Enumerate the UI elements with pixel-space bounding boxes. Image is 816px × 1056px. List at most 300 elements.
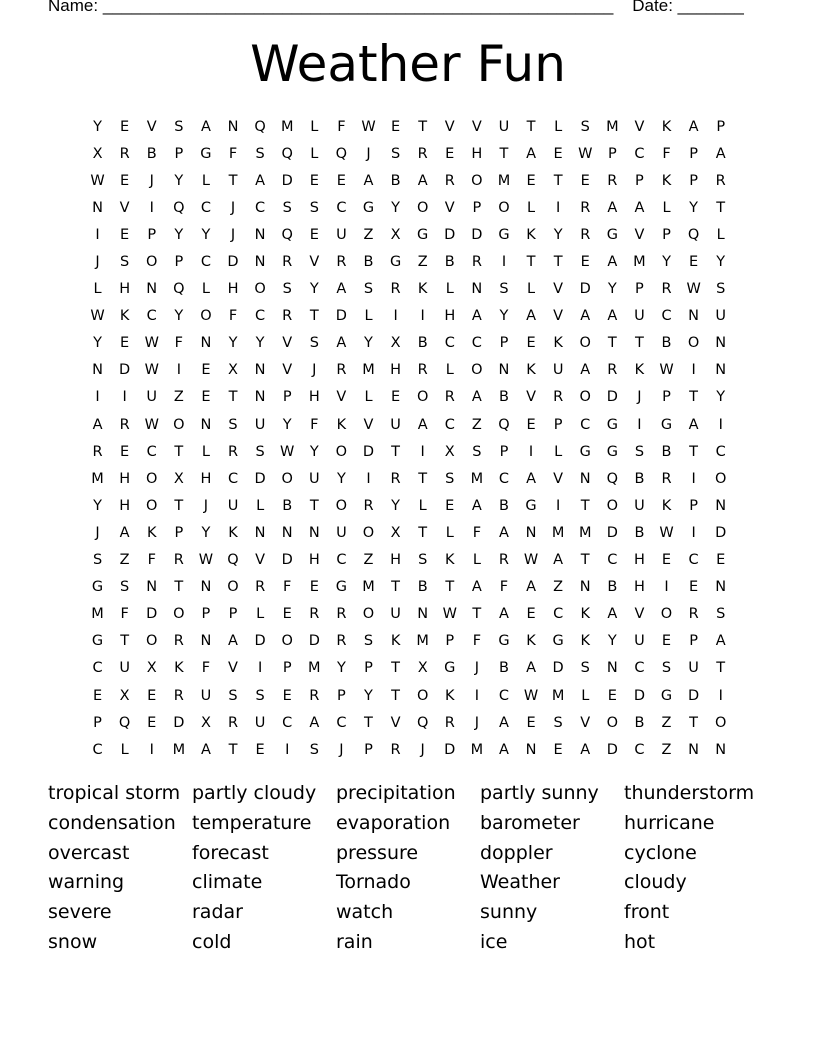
grid-letter: W (578, 145, 593, 162)
grid-letter: Y (309, 443, 319, 460)
grid-letter: T (607, 335, 617, 352)
grid-letter: P (174, 524, 184, 541)
grid-letter: Y (391, 497, 400, 514)
page-title: Weather Fun (250, 35, 566, 93)
grid-letter: O (660, 606, 673, 623)
grid-letter: T (309, 308, 319, 325)
word-bank-item: temperature (192, 811, 312, 834)
grid-letter: P (635, 172, 644, 189)
grid-letter: C (444, 335, 455, 352)
grid-letter: D (146, 606, 158, 623)
grid-letter: B (390, 172, 401, 189)
grid-letter: O (173, 606, 185, 623)
grid-letter: I (474, 687, 479, 704)
grid-letter: W (686, 281, 701, 298)
grid-letter: T (174, 443, 184, 460)
word-bank-item: watch (336, 901, 394, 924)
word-bank-item: hurricane (624, 811, 715, 834)
grid-letter: E (147, 714, 157, 731)
grid-letter: R (227, 714, 239, 731)
grid-letter: M (470, 470, 484, 487)
grid-letter: B (498, 497, 509, 514)
grid-letter: N (715, 741, 727, 758)
word-bank-item: Weather (480, 871, 560, 894)
grid-letter: V (309, 254, 320, 271)
grid-letter: G (552, 633, 564, 650)
grid-letter: P (93, 714, 102, 731)
grid-letter: S (580, 118, 590, 135)
grid-letter: Z (119, 552, 130, 569)
grid-letter: D (362, 443, 375, 460)
grid-letter: Q (687, 226, 700, 243)
grid-letter: S (174, 118, 184, 135)
grid-letter: K (445, 552, 455, 569)
grid-letter: E (255, 741, 265, 758)
grid-letter: T (418, 470, 428, 487)
word-bank (48, 779, 768, 958)
grid-letter: X (390, 226, 401, 243)
grid-letter: H (200, 470, 212, 487)
grid-letter: V (336, 389, 347, 406)
grid-letter: P (174, 145, 184, 162)
grid-letter: G (606, 226, 618, 243)
grid-letter: T (716, 199, 726, 216)
word-bank-item: rain (336, 930, 373, 953)
grid-letter: U (715, 308, 727, 325)
grid-letter: I (95, 389, 100, 406)
grid-letter: W (523, 687, 539, 704)
grid-letter: S (716, 606, 726, 623)
grid-letter: U (308, 470, 320, 487)
grid-letter: A (526, 145, 536, 162)
grid-letter: C (146, 308, 157, 325)
grid-letter: M (362, 362, 375, 379)
grid-letter: S (716, 281, 726, 298)
grid-letter: O (579, 335, 591, 352)
grid-letter: T (391, 687, 400, 704)
grid-letter: E (282, 606, 292, 623)
grid-letter: E (120, 226, 130, 243)
grid-letter: K (417, 281, 428, 298)
grid-letter: Y (255, 335, 265, 352)
grid-letter: E (201, 362, 211, 379)
word-bank-item: warning (48, 871, 125, 894)
grid-letter: R (92, 443, 103, 460)
grid-letter: F (283, 579, 292, 596)
grid-letter: W (523, 552, 539, 569)
grid-letter: G (498, 226, 510, 243)
grid-letter: D (606, 741, 618, 758)
grid-letter: I (556, 199, 561, 216)
grid-letter: O (281, 633, 293, 650)
grid-letter: E (309, 579, 319, 596)
grid-letter: H (227, 281, 239, 298)
word-bank-item: snow (48, 930, 98, 953)
grid-letter: G (335, 579, 348, 596)
grid-letter: T (580, 497, 590, 514)
grid-letter: P (499, 335, 509, 352)
grid-letter: L (527, 199, 536, 216)
grid-letter: G (525, 497, 537, 514)
grid-letter: N (92, 362, 103, 379)
grid-letter: S (363, 281, 374, 298)
grid-letter: L (201, 281, 210, 298)
grid-letter: D (633, 687, 645, 704)
grid-letter: P (662, 226, 671, 243)
grid-letter: K (661, 497, 672, 514)
grid-letter: L (716, 226, 725, 243)
grid-letter: A (526, 660, 536, 677)
grid-letter: K (390, 633, 401, 650)
grid-letter: L (418, 497, 427, 514)
grid-letter: O (471, 362, 483, 379)
word-bank-item: climate (192, 871, 263, 894)
grid-letter: A (471, 389, 482, 406)
grid-letter: P (147, 226, 157, 243)
grid-letter: J (366, 145, 371, 162)
grid-letter: J (474, 660, 479, 677)
grid-letter: S (120, 254, 130, 271)
grid-letter: J (203, 497, 209, 514)
grid-letter: R (119, 416, 130, 433)
grid-letter: P (689, 633, 698, 650)
grid-letter: U (200, 687, 212, 704)
grid-letter: M (308, 660, 321, 677)
grid-letter: S (445, 470, 455, 487)
grid-letter: I (501, 254, 507, 271)
grid-letter: A (715, 145, 726, 162)
grid-letter: Y (391, 199, 400, 216)
grid-letter: V (634, 226, 645, 243)
grid-letter: C (227, 470, 239, 487)
grid-letter: A (580, 741, 591, 758)
grid-letter: W (144, 362, 159, 379)
grid-letter: I (556, 497, 561, 514)
grid-letter: A (553, 552, 564, 569)
grid-letter: L (554, 443, 563, 460)
grid-letter: R (607, 362, 618, 379)
grid-letter: R (580, 199, 591, 216)
grid-letter: N (254, 226, 266, 243)
grid-letter: T (418, 524, 428, 541)
grid-letter: P (337, 687, 346, 704)
grid-letter: Z (417, 254, 428, 271)
grid-letter: S (661, 660, 672, 677)
grid-letter: L (364, 389, 373, 406)
grid-letter: A (336, 335, 347, 352)
grid-letter: T (689, 714, 699, 731)
grid-letter: O (498, 199, 510, 216)
grid-letter: L (554, 118, 563, 135)
grid-letter: J (230, 226, 236, 243)
grid-letter: P (689, 497, 698, 514)
grid-letter: T (553, 254, 563, 271)
grid-letter: U (336, 226, 347, 243)
grid-letter: I (718, 687, 723, 704)
grid-letter: D (606, 524, 618, 541)
grid-letter: A (526, 470, 536, 487)
grid-letter: N (227, 118, 239, 135)
grid-letter: F (120, 606, 129, 623)
grid-letter: B (146, 145, 157, 162)
word-bank-item: precipitation (336, 782, 456, 804)
word-bank-item: evaporation (336, 811, 451, 834)
grid-letter: S (309, 335, 319, 352)
grid-letter: A (200, 741, 211, 758)
grid-letter: T (526, 254, 536, 271)
grid-letter: A (200, 118, 211, 135)
grid-letter: J (637, 389, 642, 406)
grid-letter: B (634, 524, 645, 541)
grid-letter: R (688, 606, 699, 623)
grid-letter: R (661, 281, 672, 298)
grid-letter: B (498, 389, 509, 406)
grid-letter: V (634, 606, 645, 623)
word-bank-item: sunny (480, 901, 538, 924)
grid-letter: Q (281, 226, 293, 243)
grid-letter: O (471, 172, 483, 189)
letter-grid (84, 113, 734, 763)
grid-letter: B (634, 470, 645, 487)
grid-letter: I (664, 579, 669, 596)
grid-letter: L (256, 606, 265, 623)
grid-letter: D (281, 172, 293, 189)
grid-letter: K (526, 362, 536, 379)
grid-letter: A (119, 524, 130, 541)
grid-letter: C (661, 308, 672, 325)
grid-letter: U (254, 714, 266, 731)
grid-letter: O (714, 470, 727, 487)
grid-letter: Y (201, 524, 211, 541)
grid-letter: W (90, 172, 105, 189)
grid-letter: U (634, 633, 645, 650)
grid-letter: K (526, 633, 536, 650)
grid-letter: I (691, 470, 696, 487)
grid-letter: E (526, 172, 536, 189)
grid-letter: B (363, 254, 374, 271)
grid-letter: D (579, 281, 591, 298)
grid-letter: O (227, 579, 239, 596)
grid-letter: I (257, 660, 263, 677)
grid-letter: K (526, 226, 536, 243)
grid-letter: H (471, 145, 483, 162)
grid-letter: W (442, 606, 457, 623)
grid-letter: R (336, 633, 347, 650)
grid-letter: C (607, 552, 618, 569)
date-label: Date: (632, 0, 673, 15)
word-bank-item: cyclone (624, 841, 697, 864)
word-bank-item: partly cloudy (192, 782, 317, 804)
grid-letter: D (335, 308, 347, 325)
grid-letter: P (499, 443, 509, 460)
grid-letter: G (579, 443, 591, 460)
grid-letter: I (691, 524, 696, 541)
grid-letter: T (716, 660, 726, 677)
grid-letter: S (309, 741, 319, 758)
grid-letter: E (282, 687, 292, 704)
grid-letter: M (497, 172, 511, 189)
grid-letter: E (120, 118, 130, 135)
grid-letter: T (174, 497, 184, 514)
grid-letter: L (256, 497, 265, 514)
grid-letter: S (363, 633, 374, 650)
grid-letter: P (689, 145, 698, 162)
grid-letter: K (119, 308, 130, 325)
grid-letter: K (445, 687, 455, 704)
grid-letter: T (689, 389, 699, 406)
word-bank-item: tropical storm (48, 782, 181, 804)
grid-letter: M (362, 579, 375, 596)
grid-letter: T (174, 579, 184, 596)
grid-letter: M (606, 118, 619, 135)
grid-letter: L (310, 145, 319, 162)
grid-letter: T (228, 389, 238, 406)
grid-letter: P (662, 389, 671, 406)
grid-letter: X (92, 145, 103, 162)
grid-letter: O (714, 714, 727, 731)
grid-letter: V (553, 281, 564, 298)
grid-letter: H (119, 281, 131, 298)
grid-letter: Q (118, 714, 131, 731)
grid-letter: W (361, 118, 376, 135)
grid-letter: E (92, 687, 103, 704)
grid-letter: L (581, 687, 590, 704)
grid-letter: P (174, 254, 184, 271)
grid-letter: C (336, 552, 347, 569)
grid-letter: O (200, 308, 212, 325)
grid-letter: J (149, 172, 154, 189)
grid-letter: X (417, 660, 428, 677)
grid-letter: Y (93, 118, 102, 135)
grid-letter: Y (336, 470, 346, 487)
header-line (48, 0, 744, 16)
grid-letter: F (228, 308, 238, 325)
grid-letter: O (416, 687, 429, 704)
grid-letter: L (310, 118, 319, 135)
grid-letter: A (688, 118, 699, 135)
grid-letter: N (254, 362, 266, 379)
word-bank-item: Tornado (336, 871, 411, 894)
grid-letter: R (444, 172, 455, 189)
word-bank-item: severe (48, 901, 112, 924)
grid-letter: F (499, 579, 509, 596)
grid-letter: T (391, 443, 400, 460)
grid-letter: R (173, 552, 184, 569)
grid-letter: S (472, 443, 482, 460)
grid-letter: V (634, 118, 645, 135)
grid-letter: R (390, 281, 401, 298)
grid-letter: N (254, 524, 266, 541)
grid-letter: X (444, 443, 455, 460)
grid-letter: Y (174, 226, 184, 243)
grid-letter: S (255, 145, 265, 162)
grid-letter: A (607, 254, 618, 271)
grid-letter: I (528, 443, 534, 460)
grid-letter: L (527, 281, 536, 298)
grid-letter: V (526, 389, 536, 406)
grid-letter: T (526, 118, 536, 135)
grid-letter: Y (174, 172, 184, 189)
grid-letter: Y (689, 199, 699, 216)
grid-letter: R (336, 606, 347, 623)
grid-letter: R (390, 741, 401, 758)
grid-letter: O (335, 497, 348, 514)
grid-letter: N (715, 579, 727, 596)
grid-letter: D (254, 633, 266, 650)
grid-letter: I (285, 741, 290, 758)
grid-letter: M (91, 470, 104, 487)
grid-letter: Z (661, 714, 672, 731)
grid-letter: U (498, 118, 510, 135)
grid-letter: A (471, 579, 482, 596)
grid-letter: N (579, 470, 591, 487)
grid-letter: G (660, 687, 673, 704)
grid-letter: B (417, 579, 428, 596)
grid-letter: Y (282, 416, 292, 433)
grid-letter: H (308, 552, 320, 569)
grid-letter: R (390, 470, 401, 487)
grid-letter: O (362, 606, 375, 623)
grid-letter: N (525, 741, 537, 758)
grid-letter: N (200, 633, 212, 650)
date-blank: _______ (677, 0, 744, 15)
grid-letter: C (336, 199, 347, 216)
grid-letter: Q (173, 281, 185, 298)
grid-letter: R (715, 172, 726, 189)
grid-letter: M (551, 687, 565, 704)
grid-letter: R (282, 308, 293, 325)
word-bank-item: cold (192, 930, 232, 953)
grid-letter: C (92, 660, 103, 677)
grid-letter: Q (254, 118, 266, 135)
grid-letter: Y (309, 281, 319, 298)
grid-letter: R (336, 254, 347, 271)
grid-letter: E (661, 633, 672, 650)
grid-letter: N (200, 416, 212, 433)
grid-letter: B (607, 579, 618, 596)
grid-letter: E (390, 389, 401, 406)
grid-letter: R (417, 145, 428, 162)
grid-letter: T (553, 172, 563, 189)
grid-letter: N (200, 335, 212, 352)
grid-letter: R (227, 443, 239, 460)
grid-letter: C (255, 199, 266, 216)
grid-letter: P (472, 199, 482, 216)
grid-letter: X (390, 335, 401, 352)
grid-letter: I (393, 308, 398, 325)
grid-letter: U (634, 497, 645, 514)
word-bank-item: doppler (480, 841, 553, 864)
grid-letter: F (337, 118, 346, 135)
grid-letter: N (688, 741, 700, 758)
grid-letter: S (418, 552, 428, 569)
grid-letter: U (390, 606, 401, 623)
grid-letter: A (471, 308, 482, 325)
grid-letter: Y (174, 308, 184, 325)
grid-letter: C (146, 443, 157, 460)
grid-letter: R (553, 389, 564, 406)
grid-letter: M (91, 606, 104, 623)
grid-letter: G (417, 226, 429, 243)
grid-letter: E (553, 741, 563, 758)
grid-letter: N (579, 579, 591, 596)
grid-letter: E (445, 497, 455, 514)
grid-letter: C (580, 416, 591, 433)
grid-letter: C (336, 714, 347, 731)
grid-letter: T (418, 118, 428, 135)
grid-letter: V (471, 118, 482, 135)
grid-letter: E (309, 172, 319, 189)
